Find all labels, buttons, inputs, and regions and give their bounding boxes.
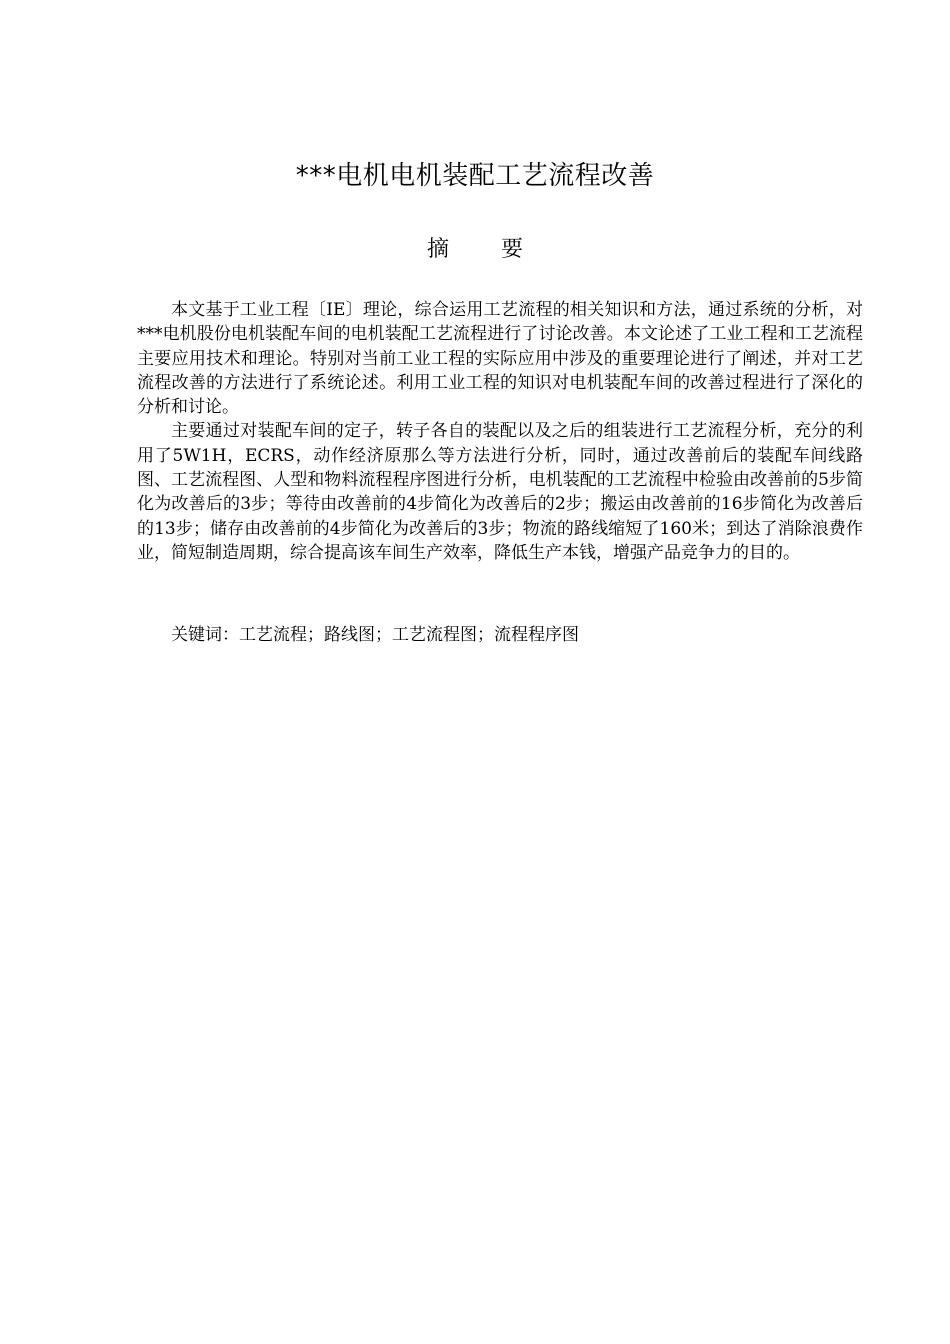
keywords-line: 关键词：工艺流程；路线图；工艺流程图；流程程序图 bbox=[171, 625, 579, 645]
abstract-heading bbox=[0, 234, 950, 266]
abstract-body bbox=[137, 298, 863, 565]
abstract-heading-char-2: 要 bbox=[501, 237, 524, 262]
abstract-heading-char-1: 摘 bbox=[426, 237, 449, 262]
abstract-paragraph-2: 主要通过对装配车间的定子，转子各自的装配以及之后的组装进行工艺流程分析，充分的利用了5W1H，ECRS，动作经济原那么等方法进行分析，同时，通过改善前后的装配车间线路图、工艺流程图、人型和物料流程程序图进行分析，电机装配的工艺流程中检验由改善前的5步简化为改善后的3步；等待由改善前的4步简化为改善后的2步；搬运由改善前的16步简化为改善后的13步；储存由改善前的4步简化为改善后的3步；物流的路线缩短了160米；到达了消除浪费作业，简短制造周期，综合提高该车间生产效率，降低生产本钱，增强产品竞争力的目的。 bbox=[137, 421, 863, 563]
document-title: ***电机电机装配工艺流程改善 bbox=[295, 161, 655, 191]
abstract-paragraph-1: 本文基于工业工程〔IE〕理论，综合运用工艺流程的相关知识和方法，通过系统的分析，对***电机股份电机装配车间的电机装配工艺流程进行了讨论改善。本文论述了工业工程和工艺流程主要应用技术和理论。特别对当前工业工程的实际应用中涉及的重要理论进行了阐述，并对工艺流程改善的方法进行了系统论述。利用工业工程的知识对电机装配车间的改善过程进行了深化的分析和讨论。 bbox=[137, 300, 863, 418]
